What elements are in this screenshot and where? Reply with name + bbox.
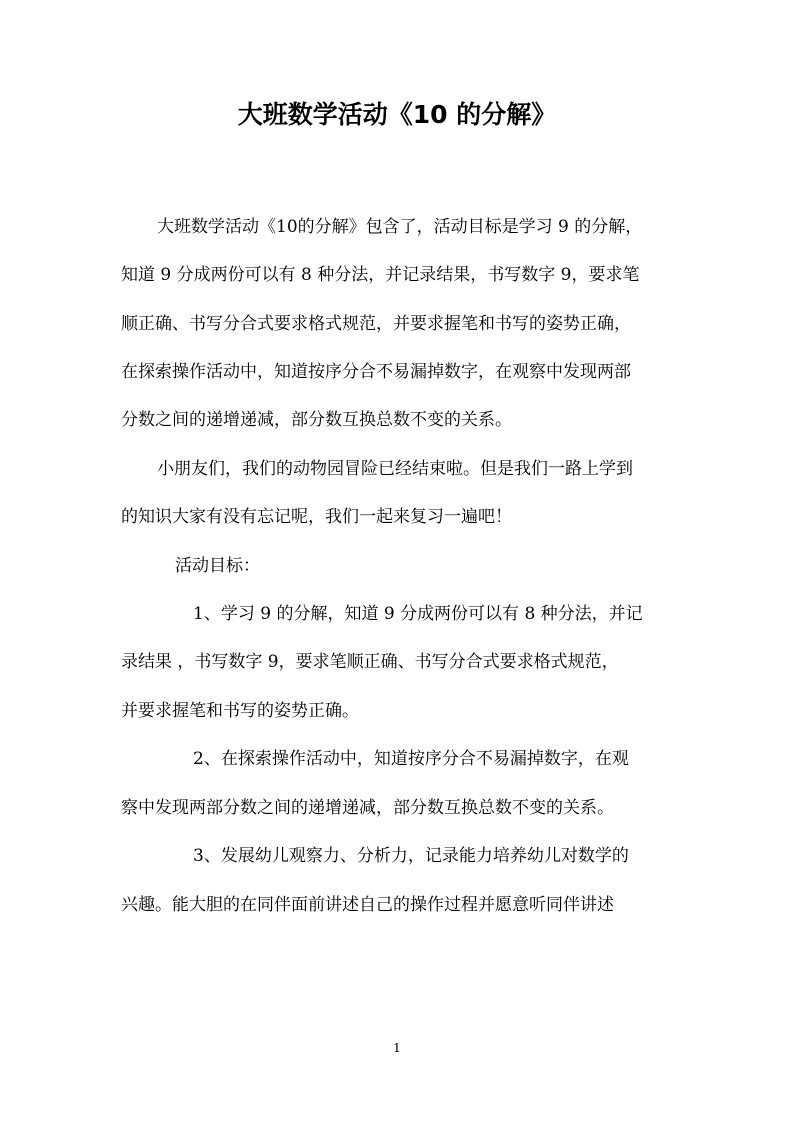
list-item-line: 兴趣。能大胆的在同伴面前讲述自己的操作过程并愿意听同伴讲述 <box>121 895 614 915</box>
paragraph-line: 的知识大家有没有忘记呢，我们一起来复习一遍吧！ <box>121 507 512 527</box>
list-item-line: 并要求握笔和书写的姿势正确。 <box>121 701 359 721</box>
section-heading: 活动目标： <box>175 556 260 576</box>
paragraph-line: 在探索操作活动中，知道按序分合不易漏掉数字，在观察中发现两部 <box>121 362 631 382</box>
list-item-line: 1、学习 9 的分解，知道 9 分成两份可以有 8 种分法，并记 <box>193 604 643 624</box>
list-item-line: 察中发现两部分数之间的递增递减，部分数互换总数不变的关系。 <box>121 798 614 818</box>
paragraph-line: 知道 9 分成两份可以有 8 种分法，并记录结果，书写数字 9，要求笔 <box>121 265 640 285</box>
paragraph-line: 小朋友们，我们的动物园冒险已经结束啦。但是我们一路上学到 <box>157 459 633 479</box>
page-number: 1 <box>393 1041 401 1055</box>
list-item-line: 3、发展幼儿观察力、分析力，记录能力培养幼儿对数学的 <box>193 846 629 866</box>
list-item-line: 2、在探索操作活动中，知道按序分合不易漏掉数字，在观 <box>193 749 629 769</box>
paragraph-line: 分数之间的递增递减，部分数互换总数不变的关系。 <box>121 410 512 430</box>
paragraph-line: 大班数学活动《10的分解》包含了，活动目标是学习 9 的分解， <box>157 217 643 237</box>
paragraph-line: 顺正确、书写分合式要求格式规范，并要求握笔和书写的姿势正确， <box>121 314 631 334</box>
list-item-line: 录结果 ，书写数字 9，要求笔顺正确、书写分合式要求格式规范， <box>121 652 619 672</box>
document-title: 大班数学活动《10 的分解》 <box>237 100 557 129</box>
